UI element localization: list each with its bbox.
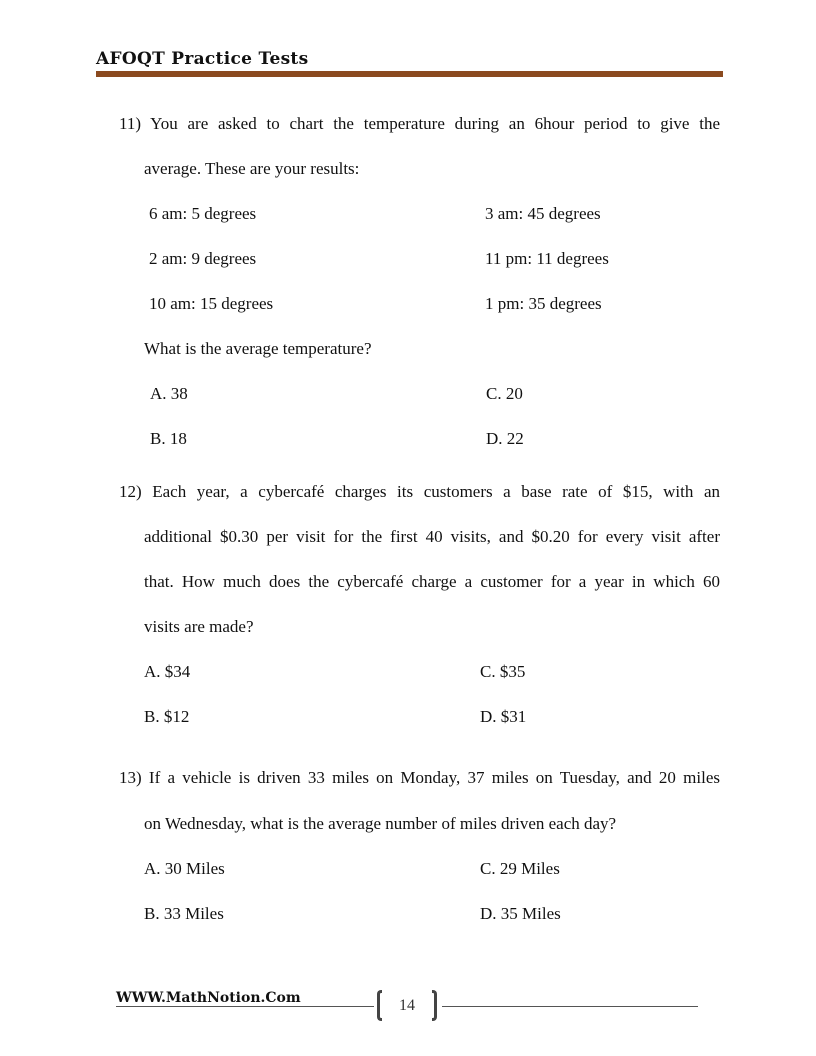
header-title: AFOQT Practice Tests [96,49,309,69]
q11-question: What is the average temperature? [144,339,372,358]
footer-rule-right [442,1006,698,1007]
q13-option-a: A. 30 Miles [144,859,225,878]
q12-line-3: that. How much does the cybercafé charge a customer for a year in which 60 [144,572,720,591]
q12-line-2: additional $0.30 per visit for the first 40 visits, and $0.20 for every visit after [144,527,720,546]
q11-reading: 1 pm: 35 degrees [485,294,602,313]
q11-reading: 11 pm: 11 degrees [485,249,609,268]
q11-line-1: 11) You are asked to chart the temperature during an 6hour period to give the [119,114,720,133]
q12-option-c: C. $35 [480,662,526,681]
q12-option-a: A. $34 [144,662,191,681]
q12-option-d: D. $31 [480,707,527,726]
q11-reading: 2 am: 9 degrees [149,249,257,268]
q12-option-b: B. $12 [144,707,190,726]
q11-option-a: A. 38 [150,384,188,403]
q13-option-b: B. 33 Miles [144,904,224,923]
page-bracket-left [377,990,382,1021]
q11-option-d: D. 22 [486,429,524,448]
q12-line-1: 12) Each year, a cybercafé charges its customers a base rate of $15, with an [119,482,720,501]
q13-option-d: D. 35 Miles [480,904,561,923]
header-rule [96,71,723,77]
q11-option-b: B. 18 [150,429,187,448]
q11-line-2: average. These are your results: [144,159,360,178]
page-number: 14 [399,997,415,1014]
q13-option-c: C. 29 Miles [480,859,560,878]
q13-line-2: on Wednesday, what is the average number of miles driven each day? [144,814,617,833]
q11-reading: 10 am: 15 degrees [149,294,274,313]
footer-url: WWW.MathNotion.Com [116,990,301,1006]
footer-rule-left [116,1006,374,1007]
page-bracket-right [432,990,437,1021]
q12-line-4: visits are made? [144,617,254,636]
q11-option-c: C. 20 [486,384,523,403]
q11-reading: 6 am: 5 degrees [149,204,257,223]
q11-reading: 3 am: 45 degrees [485,204,601,223]
q13-line-1: 13) If a vehicle is driven 33 miles on Monday, 37 miles on Tuesday, and 20 miles [119,768,720,787]
